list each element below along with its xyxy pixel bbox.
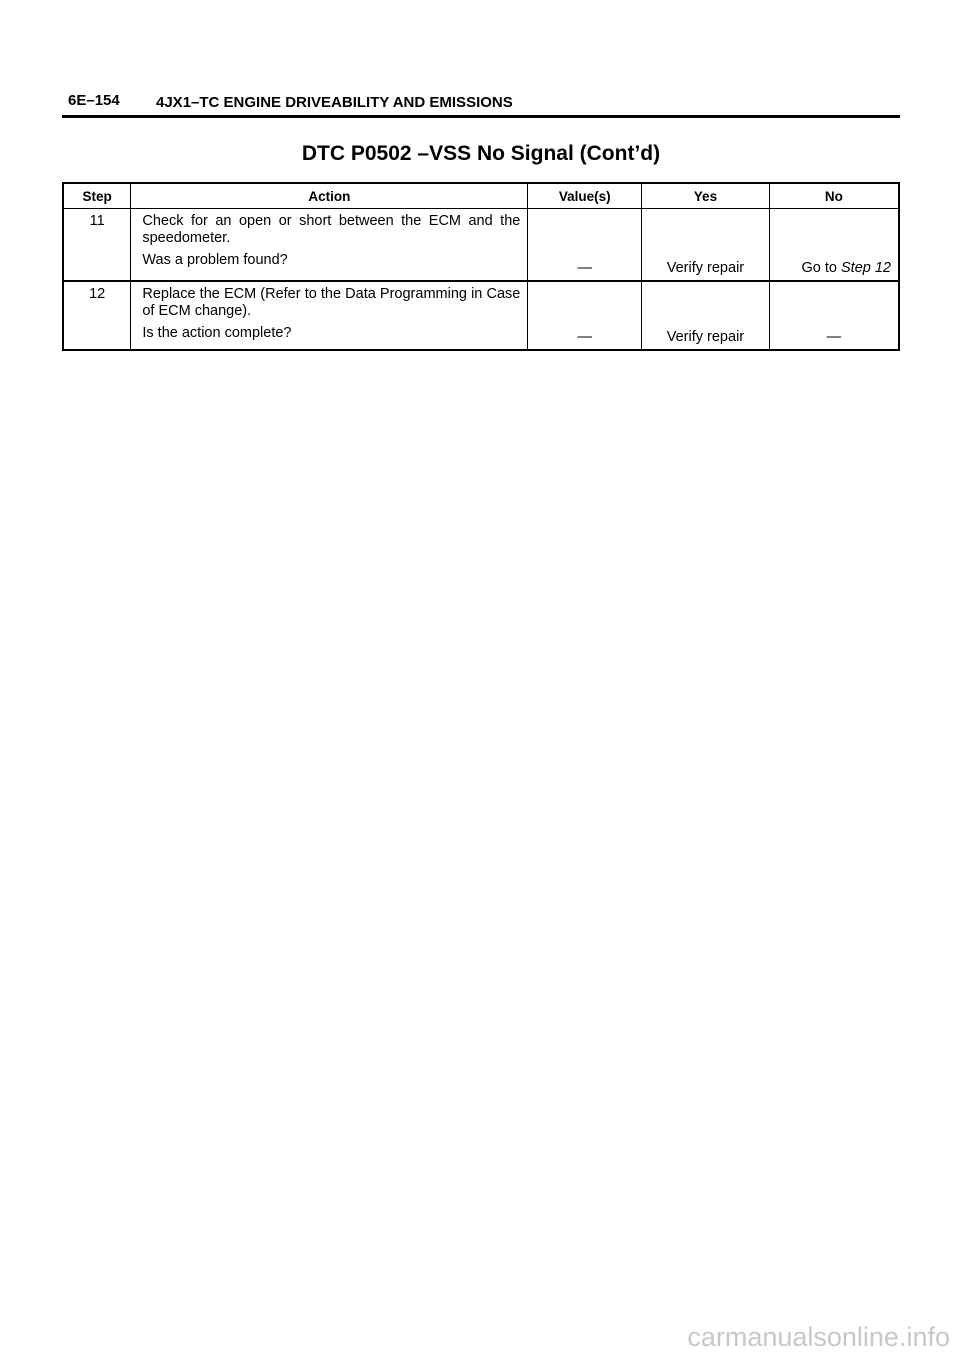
column-header-action: Action: [131, 183, 528, 209]
header-rule: [62, 115, 900, 118]
yes-cell: Verify repair: [642, 209, 770, 281]
values-cell: —: [528, 209, 642, 281]
page-header: [62, 90, 900, 118]
table-header-row: [63, 183, 899, 209]
column-header-values: Value(s): [528, 183, 642, 209]
section-title: 4JX1–TC ENGINE DRIVEABILITY AND EMISSIONS: [156, 94, 513, 111]
diagnostic-table: [62, 182, 900, 351]
column-header-no: No: [769, 183, 899, 209]
step-reference-link[interactable]: Step 12: [841, 259, 891, 276]
column-header-yes: Yes: [642, 183, 770, 209]
action-question: Was a problem found?: [142, 252, 288, 268]
action-cell: [131, 281, 528, 350]
no-cell: [769, 209, 899, 281]
action-cell: [131, 209, 528, 281]
table-row: [63, 209, 899, 281]
step-number: 12: [63, 281, 131, 350]
action-text: Replace the ECM (Refer to the Data Programming in Case of ECM change).: [142, 285, 521, 319]
no-cell: —: [769, 281, 899, 350]
values-cell: —: [528, 281, 642, 350]
table-row: [63, 281, 899, 350]
action-question: Is the action complete?: [142, 324, 292, 341]
no-prefix: Go to: [801, 259, 841, 276]
page-title: DTC P0502 –VSS No Signal (Cont’d): [301, 142, 661, 165]
yes-cell: Verify repair: [642, 281, 770, 350]
step-number: 11: [89, 213, 105, 229]
action-text: Check for an open or short between the ECM and the speedometer.: [142, 213, 521, 246]
column-header-step: Step: [63, 183, 131, 209]
watermark: carmanualsonline.info: [687, 1322, 950, 1352]
page-number: 6E–154: [68, 92, 120, 109]
